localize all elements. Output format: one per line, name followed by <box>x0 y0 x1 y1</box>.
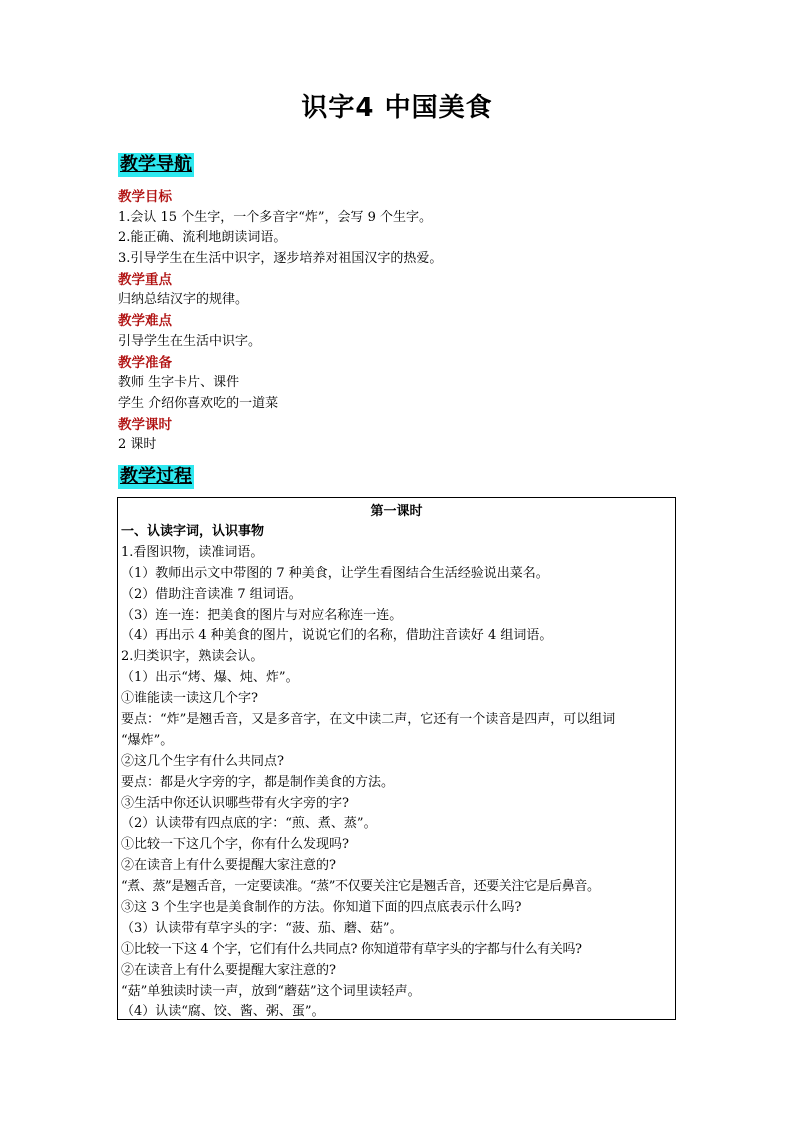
lesson-line: ①比较一下这几个字，你有什么发现吗? <box>121 837 349 853</box>
lesson-line: （2）认读带有四点底的字：“煎、煮、蒸”。 <box>121 816 377 832</box>
guide-text: 引导学生在生活中识字。 <box>118 333 262 349</box>
lesson-line: 2.归类识字，熟读会认。 <box>121 649 264 665</box>
lesson-line: ②在读音上有什么要提醒大家注意的? <box>121 858 336 874</box>
lesson-title: 第一课时 <box>370 504 423 519</box>
lesson-line: “爆炸”。 <box>121 732 174 748</box>
lesson-content <box>121 522 672 1023</box>
lesson-line: ①比较一下这 4 个字，它们有什么共同点? 你知道带有草字头的字都与什么有关吗? <box>121 941 582 957</box>
lesson-line: “菇”单独读时读一声，放到“蘑菇”这个词里读轻声。 <box>121 983 421 999</box>
lesson-line: （4）再出示 4 种美食的图片，说说它们的名称，借助注音读好 4 组词语。 <box>121 628 553 644</box>
section-banner-teaching-guide: 教学导航 <box>120 154 192 175</box>
lesson-line: 1.看图识物，读准词语。 <box>121 544 264 560</box>
guide-text: 2 课时 <box>118 437 157 453</box>
guide-text: 学生 介绍你喜欢吃的一道菜 <box>118 395 279 411</box>
lesson-line: ①谁能读一读这几个字? <box>121 691 258 707</box>
teaching-guide-section <box>118 187 678 456</box>
guide-heading: 教学难点 <box>118 313 172 330</box>
lesson-line: ③生活中你还认识哪些带有火字旁的字? <box>121 795 349 811</box>
guide-heading: 教学目标 <box>118 189 172 205</box>
lesson-line: （3）连一连：把美食的图片与对应名称连一连。 <box>121 607 403 623</box>
lesson-line: （3）认读带有草字头的字：“菠、茄、蘑、菇”。 <box>121 920 403 936</box>
lesson-line: 要点：都是火字旁的字，都是制作美食的方法。 <box>121 774 395 790</box>
page-title: 识字4 中国美食 <box>301 93 493 123</box>
lesson-line: 要点：“炸”是翘舌音，又是多音字，在文中读二声，它还有一个读音是四声，可以组词 <box>121 712 616 728</box>
guide-text: 教师 生字卡片、课件 <box>118 375 240 391</box>
lesson-line: ③这 3 个生字也是美食制作的方法。你知道下面的四点底表示什么吗? <box>121 900 522 916</box>
guide-text: 2.能正确、流利地朗读词语。 <box>118 230 287 246</box>
guide-text: 3.引导学生在生活中识字，逐步培养对祖国汉字的热爱。 <box>118 251 443 267</box>
lesson-line: ②这几个生字有什么共同点? <box>121 753 284 769</box>
guide-text: 归纳总结汉字的规律。 <box>118 292 249 308</box>
guide-text: 1.会认 15 个生字，一个多音字“炸”，会写 9 个生字。 <box>118 209 433 225</box>
lesson-step-heading: 一、认读字词，认识事物 <box>121 524 265 539</box>
lesson-line: （1）教师出示文中带图的 7 种美食，让学生看图结合生活经验说出菜名。 <box>121 565 549 581</box>
lesson-line: （4）认读“腐、饺、酱、粥、蛋”。 <box>121 1004 325 1020</box>
lesson-line: “煮、蒸”是翘舌音，一定要读准。“蒸”不仅要关注它是翘舌音，还要关注它是后鼻音。 <box>121 879 600 895</box>
lesson-line: （2）借助注音读准 7 组词语。 <box>121 586 302 602</box>
guide-heading: 教学准备 <box>118 354 172 371</box>
lesson-line: ②在读音上有什么要提醒大家注意的? <box>121 962 336 978</box>
section-banner-teaching-process: 教学过程 <box>120 466 192 487</box>
guide-heading: 教学课时 <box>118 416 172 433</box>
lesson-line: （1）出示“烤、爆、炖、炸”。 <box>121 670 299 686</box>
guide-heading: 教学重点 <box>118 271 172 288</box>
teaching-process-box <box>117 497 676 1020</box>
